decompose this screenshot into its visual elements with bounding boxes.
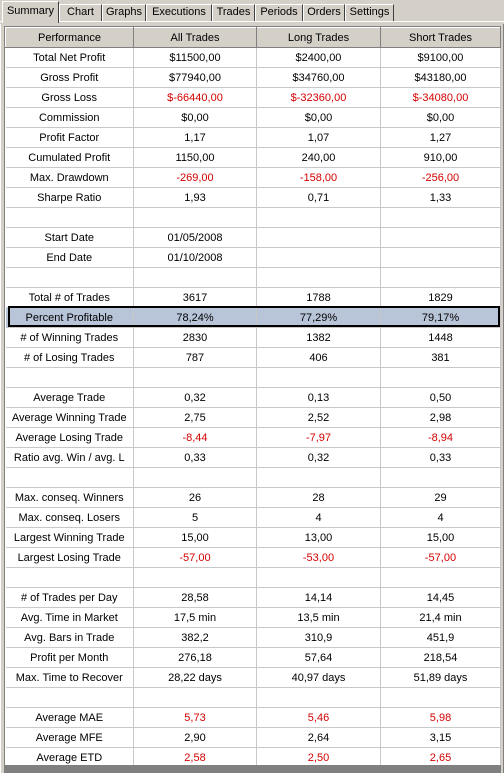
table-spacer-row[interactable] (6, 568, 501, 588)
table-row[interactable] (6, 228, 501, 248)
all-trades-value (134, 688, 257, 708)
table-row[interactable] (6, 488, 501, 508)
table-row[interactable] (6, 128, 501, 148)
short-trades-value (381, 228, 501, 248)
long-trades-value: 28 (257, 488, 381, 508)
table-row[interactable] (6, 108, 501, 128)
short-trades-value: 21,4 min (381, 608, 501, 628)
table-row[interactable] (6, 348, 501, 368)
all-trades-value: -57,00 (134, 548, 257, 568)
table-spacer-row[interactable] (6, 268, 501, 288)
long-trades-value: $0,00 (257, 108, 381, 128)
all-trades-value: $-66440,00 (134, 88, 257, 108)
all-trades-value: $77940,00 (134, 68, 257, 88)
all-trades-value: 1,17 (134, 128, 257, 148)
table-row[interactable] (6, 168, 501, 188)
metric-label (6, 688, 134, 708)
table-row[interactable] (6, 588, 501, 608)
long-trades-value (257, 248, 381, 268)
long-trades-value: 57,64 (257, 648, 381, 668)
long-trades-value: 0,32 (257, 448, 381, 468)
short-trades-value: 910,00 (381, 148, 501, 168)
table-row[interactable] (6, 648, 501, 668)
table-row[interactable] (6, 148, 501, 168)
short-trades-value (381, 568, 501, 588)
metric-label: Average Trade (6, 388, 134, 408)
metric-label (6, 468, 134, 488)
long-trades-value: 13,5 min (257, 608, 381, 628)
table-row[interactable] (6, 248, 501, 268)
metric-label: Total # of Trades (6, 288, 134, 308)
short-trades-value: 381 (381, 348, 501, 368)
metric-label: Start Date (6, 228, 134, 248)
all-trades-value: 2,90 (134, 728, 257, 748)
short-trades-value (381, 268, 501, 288)
long-trades-value: 40,97 days (257, 668, 381, 688)
metric-label (6, 208, 134, 228)
all-trades-value: $0,00 (134, 108, 257, 128)
tab-periods[interactable]: Periods (255, 4, 303, 21)
short-trades-value: 1,27 (381, 128, 501, 148)
short-trades-value (381, 248, 501, 268)
long-trades-value: -7,97 (257, 428, 381, 448)
column-header-long-trades[interactable]: Long Trades (257, 28, 381, 48)
metric-label: Profit Factor (6, 128, 134, 148)
tab-trades[interactable]: Trades (212, 4, 255, 21)
table-row[interactable] (6, 708, 501, 728)
metric-label: Cumulated Profit (6, 148, 134, 168)
metric-label: Commission (6, 108, 134, 128)
all-trades-value: 3617 (134, 288, 257, 308)
all-trades-value: 1150,00 (134, 148, 257, 168)
short-trades-value: 29 (381, 488, 501, 508)
tab-summary[interactable]: Summary (2, 1, 59, 23)
short-trades-value: $43180,00 (381, 68, 501, 88)
long-trades-value: 2,50 (257, 748, 381, 768)
metric-label: Average MFE (6, 728, 134, 748)
short-trades-value: 1,33 (381, 188, 501, 208)
table-row[interactable] (6, 668, 501, 688)
short-trades-value: $0,00 (381, 108, 501, 128)
all-trades-value: 17,5 min (134, 608, 257, 628)
long-trades-value: $2400,00 (257, 48, 381, 68)
table-row[interactable] (6, 68, 501, 88)
all-trades-value: 01/10/2008 (134, 248, 257, 268)
all-trades-value: 0,32 (134, 388, 257, 408)
metric-label: Ratio avg. Win / avg. L (6, 448, 134, 468)
short-trades-value: 51,89 days (381, 668, 501, 688)
table-row[interactable] (6, 308, 501, 328)
metric-label: Sharpe Ratio (6, 188, 134, 208)
long-trades-value (257, 688, 381, 708)
all-trades-value: 787 (134, 348, 257, 368)
metric-label: Max. conseq. Winners (6, 488, 134, 508)
all-trades-value: 5 (134, 508, 257, 528)
all-trades-value: 28,22 days (134, 668, 257, 688)
tab-graphs[interactable]: Graphs (102, 4, 146, 21)
tab-settings[interactable]: Settings (345, 4, 394, 21)
summary-grid (4, 26, 501, 767)
metric-label: End Date (6, 248, 134, 268)
table-row[interactable] (6, 88, 501, 108)
long-trades-value: $34760,00 (257, 68, 381, 88)
long-trades-value: 14,14 (257, 588, 381, 608)
all-trades-value: 5,73 (134, 708, 257, 728)
all-trades-value: 276,18 (134, 648, 257, 668)
table-spacer-row[interactable] (6, 208, 501, 228)
short-trades-value: 15,00 (381, 528, 501, 548)
performance-table (5, 27, 501, 768)
table-row[interactable] (6, 548, 501, 568)
short-trades-value: -8,94 (381, 428, 501, 448)
short-trades-value (381, 688, 501, 708)
long-trades-value (257, 468, 381, 488)
metric-label: Largest Winning Trade (6, 528, 134, 548)
short-trades-value: 0,33 (381, 448, 501, 468)
bottom-scroll-strip (4, 765, 501, 773)
all-trades-value: 1,93 (134, 188, 257, 208)
all-trades-value: 2830 (134, 328, 257, 348)
metric-label: Gross Loss (6, 88, 134, 108)
column-header-short-trades[interactable]: Short Trades (381, 28, 501, 48)
all-trades-value (134, 468, 257, 488)
all-trades-value: 0,33 (134, 448, 257, 468)
short-trades-value: 2,98 (381, 408, 501, 428)
long-trades-value: 1,07 (257, 128, 381, 148)
metric-label: Total Net Profit (6, 48, 134, 68)
tab-bar (0, 0, 504, 24)
short-trades-value: 1829 (381, 288, 501, 308)
long-trades-value (257, 368, 381, 388)
short-trades-value: -256,00 (381, 168, 501, 188)
metric-label (6, 268, 134, 288)
long-trades-value: 310,9 (257, 628, 381, 648)
metric-label: Average MAE (6, 708, 134, 728)
metric-label: Gross Profit (6, 68, 134, 88)
metric-label (6, 368, 134, 388)
long-trades-value: 0,13 (257, 388, 381, 408)
metric-label: Profit per Month (6, 648, 134, 668)
long-trades-value: 1382 (257, 328, 381, 348)
long-trades-value: 13,00 (257, 528, 381, 548)
table-spacer-row[interactable] (6, 468, 501, 488)
short-trades-value: 14,45 (381, 588, 501, 608)
table-row[interactable] (6, 388, 501, 408)
all-trades-value: 28,58 (134, 588, 257, 608)
all-trades-value (134, 208, 257, 228)
short-trades-value: 3,15 (381, 728, 501, 748)
short-trades-value: 2,65 (381, 748, 501, 768)
all-trades-value: -8,44 (134, 428, 257, 448)
short-trades-value (381, 208, 501, 228)
long-trades-value: 0,71 (257, 188, 381, 208)
table-spacer-row[interactable] (6, 368, 501, 388)
metric-label: Avg. Time in Market (6, 608, 134, 628)
table-row[interactable] (6, 448, 501, 468)
short-trades-value (381, 368, 501, 388)
all-trades-value: $11500,00 (134, 48, 257, 68)
all-trades-value: 01/05/2008 (134, 228, 257, 248)
table-row[interactable] (6, 428, 501, 448)
long-trades-value: -158,00 (257, 168, 381, 188)
short-trades-value: 0,50 (381, 388, 501, 408)
all-trades-value: 2,75 (134, 408, 257, 428)
long-trades-value: -53,00 (257, 548, 381, 568)
long-trades-value: 240,00 (257, 148, 381, 168)
metric-label: # of Losing Trades (6, 348, 134, 368)
all-trades-value (134, 368, 257, 388)
table-row[interactable] (6, 508, 501, 528)
long-trades-value (257, 568, 381, 588)
table-row[interactable] (6, 288, 501, 308)
metric-label: Largest Losing Trade (6, 548, 134, 568)
metric-label: Average Losing Trade (6, 428, 134, 448)
tab-executions[interactable]: Executions (146, 4, 212, 21)
short-trades-value: 79,17% (381, 308, 501, 328)
long-trades-value: 1788 (257, 288, 381, 308)
metric-label: Max. Drawdown (6, 168, 134, 188)
table-spacer-row[interactable] (6, 688, 501, 708)
tab-chart[interactable]: Chart (59, 4, 102, 21)
all-trades-value: 382,2 (134, 628, 257, 648)
header-row (6, 28, 501, 48)
tab-orders[interactable]: Orders (303, 4, 345, 21)
long-trades-value: 2,64 (257, 728, 381, 748)
metric-label: # of Winning Trades (6, 328, 134, 348)
all-trades-value: 2,58 (134, 748, 257, 768)
table-row[interactable] (6, 48, 501, 68)
long-trades-value (257, 228, 381, 248)
long-trades-value: 2,52 (257, 408, 381, 428)
metric-label: Max. conseq. Losers (6, 508, 134, 528)
metric-label: # of Trades per Day (6, 588, 134, 608)
column-header-all-trades[interactable]: All Trades (134, 28, 257, 48)
short-trades-value: 1448 (381, 328, 501, 348)
long-trades-value (257, 208, 381, 228)
all-trades-value (134, 268, 257, 288)
table-row[interactable] (6, 528, 501, 548)
table-row[interactable] (6, 608, 501, 628)
short-trades-value: 4 (381, 508, 501, 528)
long-trades-value: 406 (257, 348, 381, 368)
short-trades-value: $-34080,00 (381, 88, 501, 108)
short-trades-value (381, 468, 501, 488)
long-trades-value: 4 (257, 508, 381, 528)
long-trades-value (257, 268, 381, 288)
all-trades-value: -269,00 (134, 168, 257, 188)
tab-bar-divider (0, 21, 504, 22)
metric-label: Avg. Bars in Trade (6, 628, 134, 648)
metric-label: Average Winning Trade (6, 408, 134, 428)
all-trades-value (134, 568, 257, 588)
all-trades-value: 78,24% (134, 308, 257, 328)
table-row[interactable] (6, 728, 501, 748)
table-row[interactable] (6, 188, 501, 208)
metric-label: Max. Time to Recover (6, 668, 134, 688)
table-row[interactable] (6, 408, 501, 428)
all-trades-value: 26 (134, 488, 257, 508)
column-header-performance[interactable]: Performance (6, 28, 134, 48)
table-row[interactable] (6, 628, 501, 648)
long-trades-value: $-32360,00 (257, 88, 381, 108)
short-trades-value: 5,98 (381, 708, 501, 728)
table-row[interactable] (6, 328, 501, 348)
metric-label: Percent Profitable (6, 308, 134, 328)
long-trades-value: 77,29% (257, 308, 381, 328)
all-trades-value: 15,00 (134, 528, 257, 548)
short-trades-value: $9100,00 (381, 48, 501, 68)
short-trades-value: 451,9 (381, 628, 501, 648)
long-trades-value: 5,46 (257, 708, 381, 728)
short-trades-value: -57,00 (381, 548, 501, 568)
metric-label: Average ETD (6, 748, 134, 768)
metric-label (6, 568, 134, 588)
short-trades-value: 218,54 (381, 648, 501, 668)
